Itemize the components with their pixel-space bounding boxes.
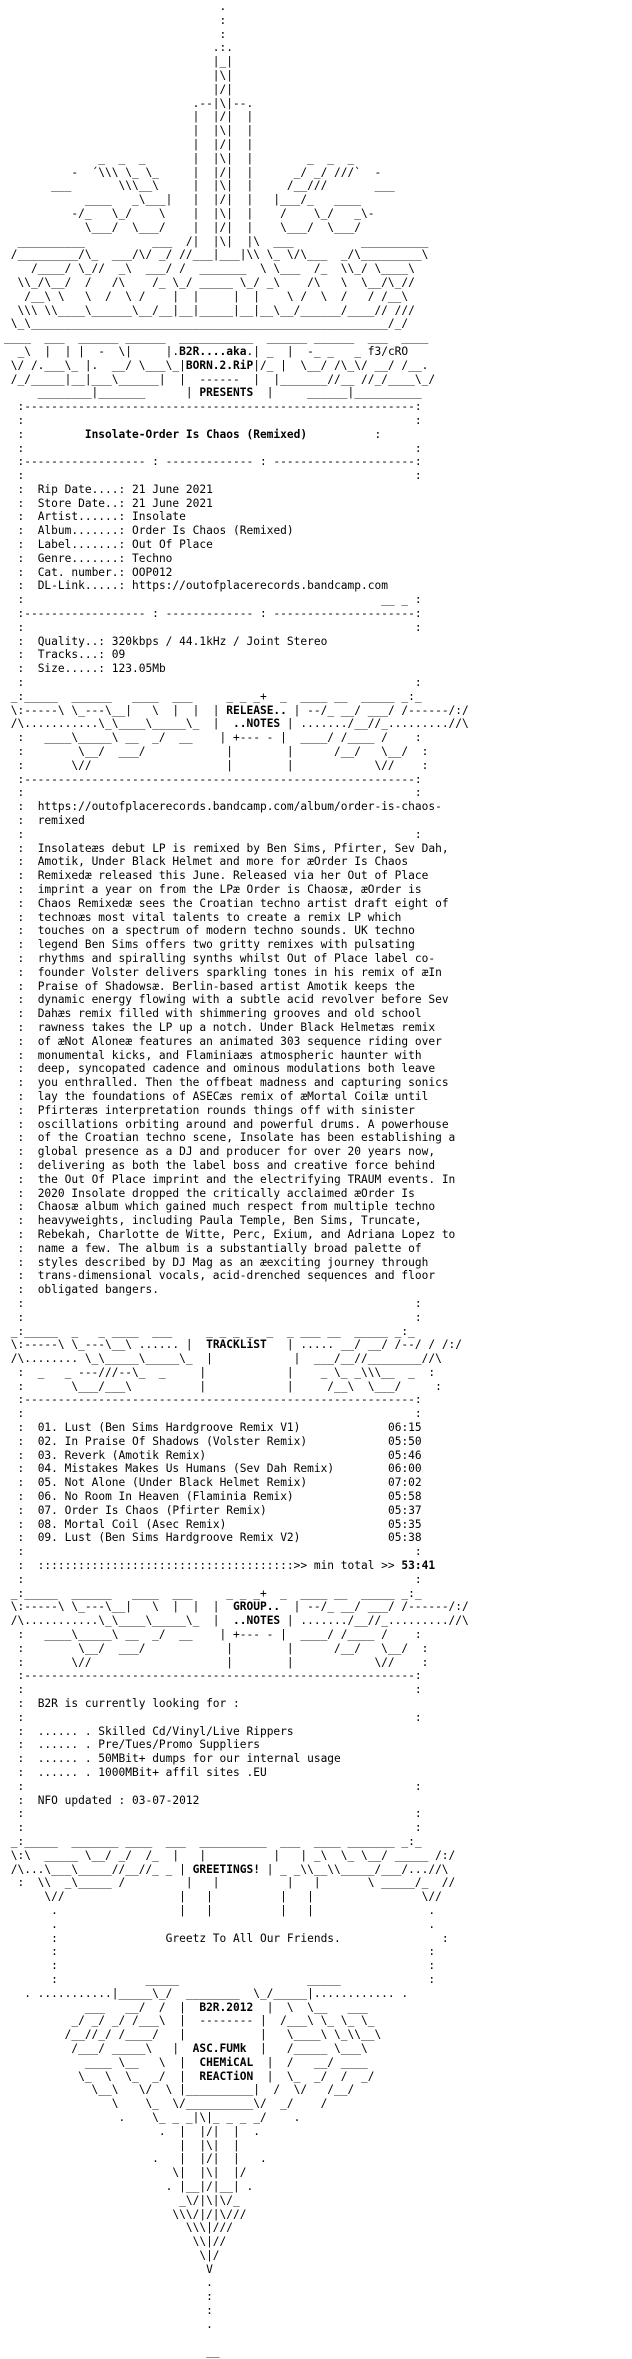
section-head: \:-----\ \_---\__\ ...... | TRACKLiST | ..... __/ __/ /--/ / /:/ xyxy=(4,1338,463,1352)
ascii-art: : \___/___\ | | /__\ \___/ : xyxy=(4,1379,442,1393)
ascii-art: : : xyxy=(4,413,422,427)
footer-credit-3: REACTiON xyxy=(199,2069,254,2083)
info-row: : Size.....: 123.05Mb xyxy=(4,662,166,676)
info-row: : Genre.......: Techno xyxy=(4,551,173,565)
ascii-art: . xyxy=(4,0,227,13)
track-number: 04. xyxy=(37,1462,58,1476)
ascii-art: | |\| | xyxy=(4,124,254,138)
notes-line: : Amotik, Under Black Helmet and more for æOrder Is Chaos xyxy=(4,855,409,869)
footer-row: /___/ _____\ | ASC.FUMk | /_____ \___\ xyxy=(4,2041,368,2055)
ascii-art: : ____\_____\ __ _/ __ | +--- - | ____/ /____ / : xyxy=(4,1628,422,1642)
notes-line: : Chaos Remixedæ sees the Croatian techno artist draft eight of xyxy=(4,896,449,910)
notes-line: : of æNot Aloneæ features an animated 303 sequence riding over xyxy=(4,1034,442,1048)
ascii-art: : \\ _\_____ / | | | | \ _____/_ // xyxy=(4,1876,456,1890)
ascii-art: : : xyxy=(4,1710,422,1724)
group-item: : ...... . 1000MBit+ affil sites .EU xyxy=(4,1766,267,1779)
notes-line: : styles described by DJ Mag as an æexciting journey through xyxy=(4,1255,429,1269)
notes-line: : lay the foundations of ASECæs remix of æMortal Coilæ until xyxy=(4,1089,429,1103)
header-row: \/ /.___\_ |. __/ \___\_|BORN.2.RiP|/_ | \__/ /\_\/ __/ /__. xyxy=(4,358,429,372)
rip-date: 21 June 2021 xyxy=(132,482,213,496)
ascii-art: \__\ \/ \ |__________| / \/ /__/ xyxy=(4,2083,355,2097)
ascii-art: /__\ \ \ / \ / | | | | \ / \ / / /__\ xyxy=(4,289,409,303)
ascii-art: : xyxy=(4,2290,213,2304)
info-row: : Quality..: 320kbps / 44.1kHz / Joint Stereo xyxy=(4,634,328,648)
track-time: 05:35 xyxy=(387,1517,422,1531)
ascii-art: . | |/| | . xyxy=(4,2124,260,2138)
ascii-art: . | |/| | . xyxy=(4,2152,267,2166)
notes-line: : global presence as a DJ and producer for over 20 years now, xyxy=(4,1145,436,1159)
ascii-art: : : xyxy=(4,620,422,634)
ascii-art: ____ ___ ______ ______ ___________ ______ ______ ___ ____ xyxy=(4,331,429,345)
ascii-art: - ´\\\ \_ \_ | |/| | _/ _/ ///` - xyxy=(4,165,382,179)
info-row: : Tracks...: 09 xyxy=(4,648,126,662)
ascii-art: :----------------------------------------------------------: xyxy=(4,1669,422,1683)
info-row: : Label.......: Out Of Place xyxy=(4,538,213,552)
group-intro-row: : B2R is currently looking for : xyxy=(4,1697,240,1711)
track-title: Mistakes Makes Us Humans (Sev Dah Remix) xyxy=(64,1462,335,1476)
ascii-art: \ \_ \/__________\/ _/ / xyxy=(4,2097,328,2111)
total-time: 53:41 xyxy=(401,1559,436,1573)
track-title: Mortal Coil (Asec Remix) xyxy=(64,1517,227,1531)
notes-line: : dynamic energy flowing with a subtle acid revolver before Sev xyxy=(4,993,449,1007)
ascii-art: \\|// xyxy=(4,2235,227,2249)
track-time: 05:46 xyxy=(387,1448,422,1462)
footer-year: B2R.2012 xyxy=(199,2000,254,2014)
ascii-art: : : xyxy=(4,1945,436,1959)
notes-line: : legend Ben Sims offers two gritty remixes with pulsating xyxy=(4,938,415,952)
ascii-art: \_\_____________________________________________________/_/ xyxy=(4,317,409,331)
nfo-updated: NFO updated : 03-07-2012 xyxy=(37,1793,200,1807)
notes-line: : trans-dimensional vocals, acid-drenched sequences and floor xyxy=(4,1269,436,1283)
section-head: \:-----\ \_---\__| \ | | | RELEASE.. | --/_ __/ ___/ /------/:/ xyxy=(4,703,469,717)
ascii-art: : : xyxy=(4,1821,422,1835)
section-head: /\...........\_\____\_____\_ | ..NOTES | ......./__//_.........//\ xyxy=(4,1614,469,1628)
track-row: : 07. Order Is Chaos (Pfirter Remix) 05:37 xyxy=(4,1503,422,1517)
header-row: _\ | | | - \| |.B2R....aka.| _ | -_ _ _ f3/cRO xyxy=(4,344,409,358)
ascii-art: : : xyxy=(4,1779,422,1793)
group-notes-heading-2: ..NOTES xyxy=(233,1614,281,1628)
group-long: BORN.2.RiP xyxy=(185,358,254,372)
notes-line: : Insolateæs debut LP is remixed by Ben Sims, Pfirter, Sev Dah, xyxy=(4,841,449,855)
notes-line: : heavyweights, including Paula Temple, Ben Sims, Truncate, xyxy=(4,1214,422,1228)
ascii-art: _\/|\|\/_ xyxy=(4,2193,240,2207)
ascii-art: : _ _ ---///--\_ _ | | _ \_ _\\\__ _ : xyxy=(4,1365,436,1379)
ascii-art: |\| xyxy=(4,68,234,82)
notes-line: : name a few. The album is a substantially broad palette of xyxy=(4,1241,422,1255)
ascii-art: _/ _/ _/ /___\ | -------- | /___\ \_ \_ \_ xyxy=(4,2014,375,2028)
ascii-art: :------------------ : ------------- : ---------------------: xyxy=(4,607,422,621)
info-row: : Artist......: Insolate xyxy=(4,510,186,524)
notes-line: : Praise of Shadowsæ. Berlin-based artist Amotik keeps the xyxy=(4,979,415,993)
tracklist-heading: TRACKLiST xyxy=(206,1338,267,1352)
ascii-art: . | | | | . xyxy=(4,1903,436,1917)
footer-credit-2: CHEMiCAL xyxy=(199,2055,254,2069)
track-row: : 01. Lust (Ben Sims Hardgroove Remix V1) 06:15 xyxy=(4,1421,422,1435)
ascii-art: |/| xyxy=(4,82,234,96)
ascii-art: :----------------------------------------------------------: xyxy=(4,1393,422,1407)
section-head: \:-----\ \_---\__| \ | | | GROUP.. | --/_ __/ ___/ /------/:/ xyxy=(4,1600,469,1614)
greetings-text: Greetz To All Our Friends. xyxy=(165,1931,341,1945)
notes-line: : the Out Of Place imprint and the electrifying TRAUM events. In xyxy=(4,1172,456,1186)
ascii-art: : : xyxy=(4,1959,436,1973)
notes-line: : oscillations orbiting around and powerful drums. A powerhouse xyxy=(4,1117,449,1131)
info-row: : Rip Date....: 21 June 2021 xyxy=(4,482,213,496)
ascii-art: __________ ___ /| |\| |\ ___ __________ xyxy=(4,234,429,248)
track-title: Order Is Chaos (Pfirter Remix) xyxy=(64,1503,267,1517)
ascii-art: : : xyxy=(4,1407,422,1421)
track-number: 08. xyxy=(37,1517,58,1531)
store-date: 21 June 2021 xyxy=(132,496,213,510)
track-row: : 05. Not Alone (Under Black Helmet Remix) 07:02 xyxy=(4,1476,422,1490)
notes-line: : Pfirteræs interpretation rounds things off with sinister xyxy=(4,1103,415,1117)
notes-line: : rhythms and spiralling synths whilst Out of Place label co- xyxy=(4,951,436,965)
ascii-art: : : xyxy=(4,1683,422,1697)
ascii-art: .--|\|--. xyxy=(4,96,254,110)
ascii-art: \\_/\__/ / /\ /_ \_/ _____ \_/ _\ /\ \ \__/\_// xyxy=(4,275,415,289)
ascii-art: .:. xyxy=(4,41,234,55)
ascii-art: . xyxy=(4,2317,213,2331)
updated-row: : NFO updated : 03-07-2012 xyxy=(4,1793,200,1807)
group-short: B2R....aka xyxy=(179,344,247,358)
ascii-art: ____ _\___| | |/| | |___/_ ____ xyxy=(4,193,361,207)
quality-value: 320kbps / 44.1kHz / Joint Stereo xyxy=(111,634,328,648)
group-item: : ...... . 50MBit+ dumps for our internal usage xyxy=(4,1752,341,1766)
ascii-art: V xyxy=(4,2262,213,2276)
notes-line: : deep, syncopated cadence and ominous modulations both leave xyxy=(4,1062,436,1076)
header-row: /_/_____|__|___\______| | ------ | |_______//__ //_/____\_/ xyxy=(4,372,436,386)
group-intro: B2R is currently looking for : xyxy=(37,1697,240,1711)
size-value: 123.05Mb xyxy=(111,662,166,676)
track-title: In Praise Of Shadows (Volster Remix) xyxy=(64,1434,308,1448)
title-row: : Insolate-Order Is Chaos (Remixed) : xyxy=(4,427,382,441)
ascii-art: : ____\_____\ __ _/ __ | +--- - | ____/ /____ / : xyxy=(4,731,422,745)
track-number: 09. xyxy=(37,1531,58,1545)
ascii-art: : : xyxy=(4,1296,422,1310)
group-notes-heading-1: GROUP.. xyxy=(233,1600,281,1614)
ascii-art: :----------------------------------------------------------: xyxy=(4,772,422,786)
ascii-art: . . xyxy=(4,1917,436,1931)
artist-tag: f3/cRO xyxy=(367,344,409,358)
ascii-art: __ xyxy=(4,2345,220,2359)
presents-label: PRESENTS xyxy=(199,386,254,400)
ascii-art: | |/| | xyxy=(4,137,254,151)
notes-line: : touches on a spectrum of modern techno sounds. UK techno xyxy=(4,924,415,938)
track-title: Not Alone (Under Black Helmet Remix) xyxy=(64,1476,308,1490)
footer-row: ___ __/ / | B2R.2012 | \ \__ ___ xyxy=(4,2000,368,2014)
ascii-art: : \__/ ___/ | | /__/ \__/ : xyxy=(4,745,429,759)
track-number: 02. xyxy=(37,1434,58,1448)
track-time: 05:38 xyxy=(387,1531,422,1545)
greetings-row: : Greetz To All Our Friends. : xyxy=(4,1931,449,1945)
info-row: : Store Date..: 21 June 2021 xyxy=(4,496,213,510)
notes-line: : imprint a year on from the LPæ Order is Chaosæ, æOrder is xyxy=(4,883,422,896)
nfo-text xyxy=(4,0,469,2359)
ascii-art: \:\ _____ \__/ _/ /_ | | | | _\ \_ \__/ _____ /:/ xyxy=(4,1848,456,1862)
ascii-art: _:_____ _______ ____ ___ __________ ___ ____ _______ _:_ xyxy=(4,1834,422,1848)
track-row: : 02. In Praise Of Shadows (Volster Remix) 05:50 xyxy=(4,1434,422,1448)
track-number: 07. xyxy=(37,1503,58,1517)
notes-line: : you enthralled. Then the offbeat madness and capturing sonics xyxy=(4,1076,449,1090)
ascii-art: \\\/|/|\/// xyxy=(4,2207,247,2221)
track-time: 06:00 xyxy=(387,1462,422,1476)
ascii-art: /__//_/ /____/ | | \____\ \_\\__\ xyxy=(4,2028,382,2042)
ascii-art: :------------------ : ------------- : ---------------------: xyxy=(4,455,422,469)
ascii-art: \\\|/// xyxy=(4,2221,234,2235)
ascii-art: /\........ \_\_____\_____\_ | | ___/__//________//\ xyxy=(4,1352,442,1366)
ascii-art: : __ _ : xyxy=(4,593,422,607)
section-head: /\...........\_\____\_____\_ | ..NOTES | ......./__//_.........//\ xyxy=(4,717,469,731)
info-row: : DL-Link.....: https://outofplacerecords.bandcamp.com xyxy=(4,579,388,593)
track-row: : 09. Lust (Ben Sims Hardgroove Remix V2) 05:38 xyxy=(4,1531,422,1545)
ascii-art: : : xyxy=(4,1310,422,1324)
notes-line: : Dahæs remix filled with shimmering grooves and old school xyxy=(4,1007,422,1021)
ascii-art: : : xyxy=(4,1545,422,1559)
notes-line: : of the Croatian techno scene, Insolate has been establishing a xyxy=(4,1131,456,1145)
ascii-art: ___ \\\__\ | |\| | /__/// ___ xyxy=(4,179,395,193)
track-time: 07:02 xyxy=(387,1476,422,1490)
release-notes-heading-1: RELEASE.. xyxy=(226,703,287,717)
header-row: ________|_______ | PRESENTS | ______|__________ xyxy=(4,386,422,400)
track-row: : 08. Mortal Coil (Asec Remix) 05:35 xyxy=(4,1517,422,1531)
notes-line: : rawness takes the LP up a notch. Under Black Helmetæs remix xyxy=(4,1020,436,1034)
ascii-art: . |__|/|__| . xyxy=(4,2179,254,2193)
footer-row: ____ \__ \ | CHEMiCAL | / __/ ____ xyxy=(4,2055,368,2069)
ascii-art: : xyxy=(4,2304,213,2318)
release-notes-heading-2: ..NOTES xyxy=(233,717,281,731)
greetings-heading: GREETINGS! xyxy=(192,1862,260,1876)
notes-line: : obligated bangers. xyxy=(4,1283,159,1297)
ascii-art: : \__/ ___/ | | /__/ \__/ : xyxy=(4,1641,429,1655)
album-name: Order Is Chaos (Remixed) xyxy=(132,524,294,538)
notes-url: : https://outofplacerecords.bandcamp.com/album/order-is-chaos- xyxy=(4,800,442,814)
group-item: : ...... . Pre/Tues/Promo Suppliers xyxy=(4,1738,260,1752)
release-title: Insolate-Order Is Chaos (Remixed) xyxy=(84,427,308,441)
notes-line: : Rebekah, Charlotte de Witte, Perc, Exium, and Adriana Lopez to xyxy=(4,1227,456,1241)
track-time: 05:37 xyxy=(387,1503,422,1517)
track-number: 03. xyxy=(37,1448,58,1462)
track-time: 06:15 xyxy=(387,1421,422,1435)
ascii-art: \|/ xyxy=(4,2248,220,2262)
dl-link: https://outofplacerecords.bandcamp.com xyxy=(132,579,388,593)
ascii-art: \___/ \___/ | |/| | \___/ \___/ xyxy=(4,220,361,234)
track-number: 06. xyxy=(37,1490,58,1504)
ascii-art: -/_ \_/ \ | |\| | / \_/ _\- xyxy=(4,206,375,220)
ascii-art: : xyxy=(4,27,227,41)
ascii-art: : : xyxy=(4,469,422,483)
label-name: Out Of Place xyxy=(132,538,213,552)
track-number: 05. xyxy=(37,1476,58,1490)
notes-line: : Remixedæ released this June. Released via her Out of Place xyxy=(4,869,429,883)
ascii-art: | |/| | xyxy=(4,110,254,124)
section-head: /\...\___\_____//__//_ _ | GREETINGS! | _ _\\__\\_____/___/...//\ xyxy=(4,1862,449,1876)
ascii-art: . \_ _ _|\|_ _ _ _/ . xyxy=(4,2110,301,2124)
notes-line: : monumental kicks, and Flaminiaæs atmospheric haunter with xyxy=(4,1048,422,1062)
track-title: Reverk (Amotik Remix) xyxy=(64,1448,207,1462)
ascii-art: : xyxy=(4,13,227,27)
footer-row: \_ \ \_ _/ | REACTiON | \_ _/ / _/ xyxy=(4,2069,375,2083)
track-row: : 03. Reverk (Amotik Remix) 05:46 xyxy=(4,1448,422,1462)
notes-line: : 2020 Insolate dropped the critically acclaimed æOrder Is xyxy=(4,1186,415,1200)
ascii-art: : : xyxy=(4,786,422,800)
notes-url: : remixed xyxy=(4,814,85,828)
ascii-art: \// | | | | \// xyxy=(4,1890,442,1904)
notes-line: : founder Volster delivers sparkling tones in his remix of æIn xyxy=(4,965,442,979)
track-time: 05:58 xyxy=(387,1490,422,1504)
ascii-art: : : xyxy=(4,1807,422,1821)
tracks-value: 09 xyxy=(111,648,126,662)
ascii-art: \\\ \\____\______\__/__|__|_____|__|__\__/______/____// /// xyxy=(4,303,415,317)
ascii-art: \| |\| |/ xyxy=(4,2166,247,2180)
ascii-art: : : xyxy=(4,827,422,841)
track-time: 05:50 xyxy=(387,1434,422,1448)
info-row: : Cat. number.: OOP012 xyxy=(4,565,173,579)
info-row: : Album.......: Order Is Chaos (Remixed) xyxy=(4,524,294,538)
ascii-art: . ...........|_____\_/ ________ \_/_____|............ . xyxy=(4,1986,409,2000)
ascii-art: | |\| | xyxy=(4,2138,240,2152)
ascii-art: : : xyxy=(4,676,422,690)
group-item: : ...... . Skilled Cd/Vinyl/Live Rippers xyxy=(4,1724,294,1738)
total-row: : ::::::::::::::::::::::::::::::::::::::>> min total >> 53:41 xyxy=(4,1559,436,1573)
ascii-art: /____/ \_// _\ ___/ / _______ \ \___ /_ \\_/ \____\ xyxy=(4,262,415,276)
footer-credit-1: ASC.FUMk xyxy=(192,2041,247,2055)
ascii-art: _:_____ _ _ ____ ___ _ _ _ _ _ _ ___ __ _____ _:_ xyxy=(4,1324,415,1338)
ascii-art: : \// | | \// : xyxy=(4,758,429,772)
track-row: : 04. Mistakes Makes Us Humans (Sev Dah Remix) 06:00 xyxy=(4,1462,422,1476)
cat-number: OOP012 xyxy=(132,565,173,579)
ascii-art: :----------------------------------------------------------: xyxy=(4,400,422,414)
artist-name: Insolate xyxy=(132,510,186,524)
notes-line: : Chaosæ album which gained much respect from multiple techno xyxy=(4,1200,436,1214)
ascii-art: _ _ _ | |\| | _ _ _ xyxy=(4,151,355,165)
ascii-art: |_| xyxy=(4,55,234,69)
track-title: No Room In Heaven (Flaminia Remix) xyxy=(64,1490,294,1504)
track-row: : 06. No Room In Heaven (Flaminia Remix) 05:58 xyxy=(4,1490,422,1504)
track-title: Lust (Ben Sims Hardgroove Remix V1) xyxy=(64,1421,301,1435)
ascii-art: _:_____ ______ ____ ___ _ _ _+ _ ____ __ _____ _:_ xyxy=(4,1586,422,1600)
genre-name: Techno xyxy=(132,551,173,565)
ascii-art: _:_____ ______ ____ ___ _ _ _+ _ ____ __ _____ _:_ xyxy=(4,689,422,703)
ascii-art: . xyxy=(4,2276,213,2290)
ascii-art: : _____ _____ : xyxy=(4,1972,436,1986)
ascii-art xyxy=(4,2332,469,2346)
ascii-art: /_________/\_ ___/\/ _/ //___|___|\\ \_ \/\___ _/\_________\ xyxy=(4,248,429,262)
notes-line: : technoæs most vital talents to create a remix LP which xyxy=(4,910,402,924)
total-label: >> min total >> xyxy=(293,1559,395,1573)
track-title: Lust (Ben Sims Hardgroove Remix V2) xyxy=(64,1531,301,1545)
ascii-art: : : xyxy=(4,441,422,455)
ascii-art: : : xyxy=(4,1572,422,1586)
ascii-art: : \// | | \// : xyxy=(4,1655,429,1669)
notes-line: : delivering as both the label boss and creative force behind xyxy=(4,1158,436,1172)
track-number: 01. xyxy=(37,1421,58,1435)
